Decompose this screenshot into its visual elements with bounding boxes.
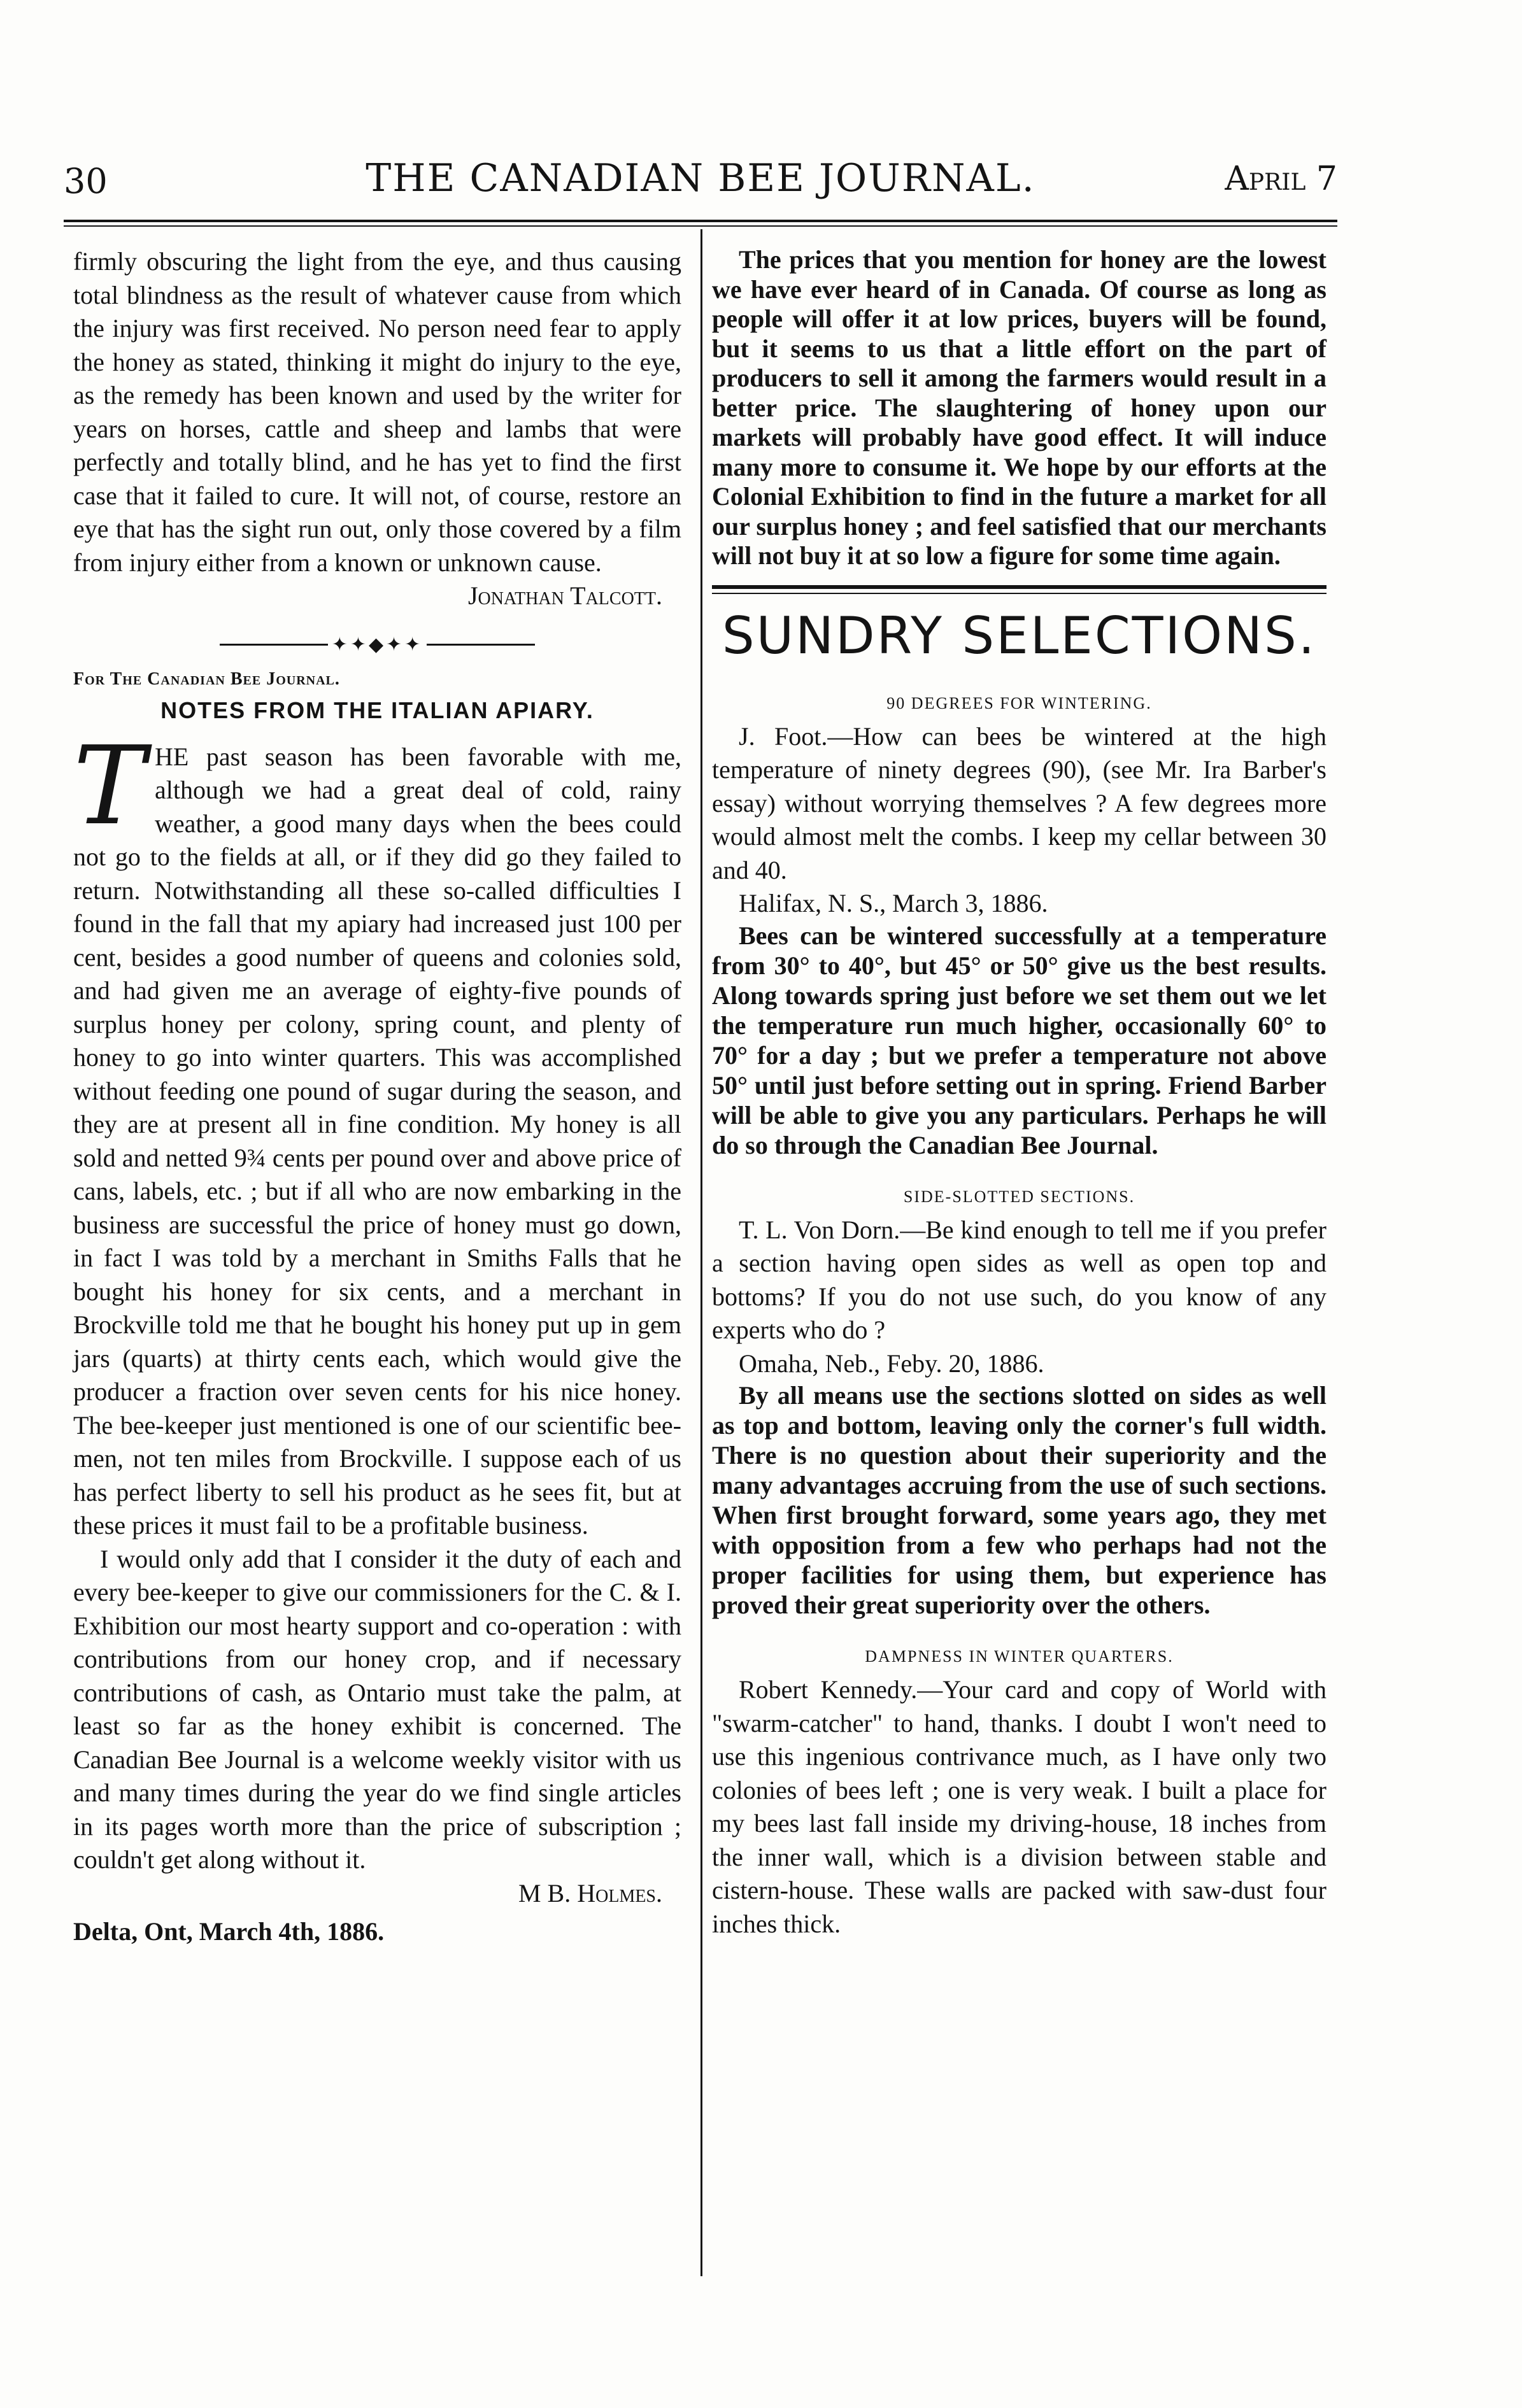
article-title: NOTES FROM THE ITALIAN APIARY. (160, 697, 594, 723)
article-paragraph-1 (73, 723, 681, 1543)
item-question-sections: T. L. Von Dorn.—Be kind enough to tell me if you prefer a section having open sides as well as open top and bottoms? If you do not use such, do you know of any experts who do ? (712, 1215, 1326, 1344)
article-paragraph-1-text: HE past season has been favorable with me, although we had a great deal of cold, rainy weather, a good many days when the bees could not go to the fields at all, or if they did go they failed to return. Notwithstanding all these so-called difficulties I found in the fall that my apiary had increased just 100 per cent, besides a good number of queens and colonies sold, and had given me an average of eighty-five pounds of surplus honey per colony, spring count, and plenty of honey to go into winter quarters. This was accomplished without feeding one pound of sugar during the season, and they are at present all in fine condition. My honey is all sold and netted 9¾ cents per pound over and above price of cans, labels, etc. ; but if all who are now embarking in the business are successful the price of honey must go down, in fact I was told by a merchant in Smiths Falls that he bought his honey for six cents, and a merchant in Brockville told me that he bought his honey put up in gem jars (quarts) at thirty cents each, which would give the producer a fraction over seven cents for his nice honey. The bee-keeper just mentioned is one of our scientific bee-men, not ten miles from Brockville. I suppose each of us has perfect liberty to sell his product as he sees fit, but at these prices it must fail to be a profitable business. (73, 742, 681, 1540)
signature-row (73, 1877, 681, 1910)
header-rule (64, 220, 1337, 222)
header-rule-thin (64, 225, 1337, 227)
right-column (712, 245, 1326, 1941)
item-heading-sections: SIDE-SLOTTED SECTIONS. (903, 1187, 1135, 1206)
item-heading-dampness: DAMPNESS IN WINTER QUARTERS. (865, 1647, 1174, 1666)
page-header (64, 156, 1337, 213)
continued-paragraph: firmly obscuring the light from the eye, and thus causing total blindness as the result of whatever cause from which the injury was first received. No person need fear to apply the honey as stated, thinking it might do injury to the eye, as the remedy has been known and used by the writer for years on horses, cattle and sheep and lambs that were perfectly and totally blind, and he has yet to find the first case that it failed to cure. It will not, of course, restore an eye that has the sight run out, only those covered by a film from injury either from a known or unknown cause. (73, 247, 681, 577)
article-dateline: Delta, Ont, March 4th, 1886. (73, 1916, 385, 1946)
issue-date: April 7 (1225, 160, 1337, 198)
ornament-rule-right (427, 644, 535, 646)
ornament-glyph: ✦✦◆✦✦ (331, 634, 423, 655)
article-signature: M B. Holmes. (518, 1878, 662, 1908)
item-answer-wintering: Bees can be wintered successfully at a temperature from 30° to 40°, but 45° or 50° give us the best results. Along towards spring just before we set them out we let the temperature run much higher, occasionally 60° to 70° for a day ; but we prefer a temperature not above 50° until just before setting out in spring. Friend Barber will be able to give you any particulars. Perhaps he will do so through the Canadian Bee Journal. (712, 921, 1326, 1159)
section-ornament (73, 631, 681, 658)
left-column (73, 245, 681, 1948)
column-divider (701, 229, 702, 2276)
item-dateline-wintering: Halifax, N. S., March 3, 1886. (739, 889, 1048, 917)
journal-title: THE CANADIAN BEE JOURNAL. (366, 156, 1035, 201)
opening-signature: Jonathan Talcott. (467, 581, 662, 610)
item-dateline-sections: Omaha, Neb., Feby. 20, 1886. (739, 1349, 1044, 1378)
sundry-selections-title: SUNDRY SELECTIONS. (722, 606, 1317, 665)
article-paragraph-2: I would only add that I consider it the duty of each and every bee-keeper to give our commissioners for the C. & I. Exhibition our most hearty support and co-operation : with contributions from our honey crop, and if necessary contributions of cash, as Ontario must take the palm, at least so far as the honey exhibit is concerned. The Canadian Bee Journal is a welcome weekly visitor with us and many times during the year do we find single articles in its pages worth more than the price of subscription ; couldn't get along without it. (73, 1544, 681, 1874)
article-attribution: For The Canadian Bee Journal. (73, 669, 340, 689)
page-number: 30 (64, 161, 108, 201)
item-question-dampness: Robert Kennedy.—Your card and copy of World with "swarm-catcher" to hand, thanks. I doubt I won't need to use this ingenious contrivance much, as I have only two colonies of bees left ; one is very weak. I built a place for my bees last fall inside my driving-house, 18 inches from the inner wall, which is a division between stable and cistern-house. These walls are packed with saw-dust four inches thick. (712, 1675, 1326, 1938)
editor-note: The prices that you mention for honey are the lowest we have ever heard of in Canada. Of course as long as people will offer it at low prices, buyers will be found, but it seems to us that a little effort on the part of producers to sell it among the farmers would result in a better price. The slaughtering of honey upon our markets will probably have good effect. It will induce many more to consume it. We hope by our efforts at the Colonial Exhibition to find in the future a market for all our surplus honey ; and feel satisfied that our merchants will not buy it at so low a figure for some time again. (712, 245, 1326, 570)
drop-cap: T (73, 723, 146, 849)
item-question-wintering: J. Foot.—How can bees be wintered at the high temperature of ninety degrees (90), (see Mr. Ira Barber's essay) without worrying themselves ? A few degrees more would almost melt the combs. I keep my cellar between 30 and 40. (712, 721, 1326, 884)
item-answer-sections: By all means use the sections slotted on sides as well as top and bottom, leaving only the corner's full width. There is no question about their superiority and the many advantages accruing from the use of such sections. When first brought forward, some years ago, they met with opposition from a few who perhaps had not the proper facilities for using them, but experience has proved their great superiority over the others. (712, 1381, 1326, 1619)
ornament-rule-left (220, 644, 328, 646)
item-heading-wintering: 90 DEGREES FOR WINTERING. (886, 693, 1152, 712)
section-double-rule (712, 585, 1326, 594)
